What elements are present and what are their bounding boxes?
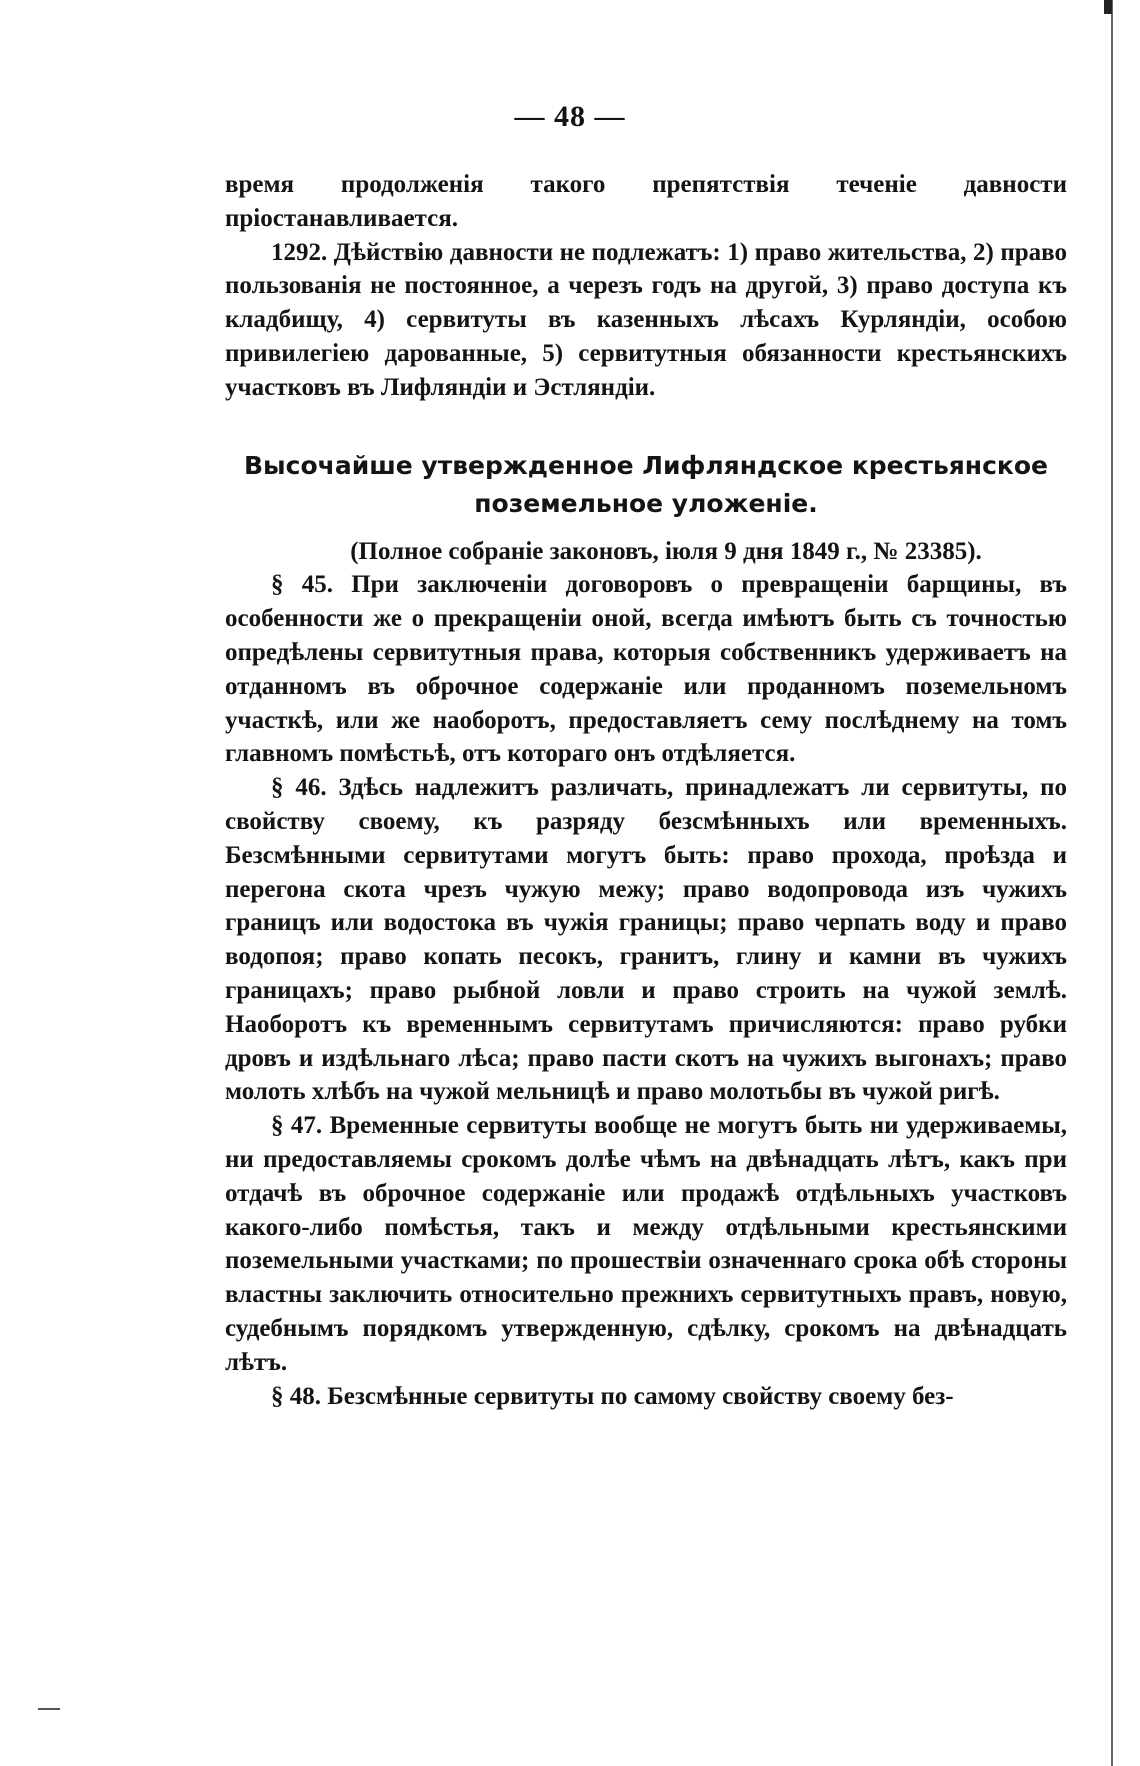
source-citation: (Полное собраніе законовъ, іюля 9 дня 1849 г., № 23385). (350, 537, 982, 565)
section-heading (225, 447, 1067, 523)
paragraph-section-46: § 46. Здѣсь надлежитъ различать, принадлежатъ ли сервитуты, по свойству своему, къ разряду безсмѣнныхъ или временныхъ. Безсмѣнными сервитутами могутъ быть: право прохода, проѣзда и перегона скота чрезъ чужую межу; право водопровода изъ чужихъ границъ или водостока въ чужія границы; право черпать воду и право водопоя; право копать песокъ, гранитъ, глину и камни въ чужихъ границахъ; право рыбной ловли и право строить на чужой землѣ. Наоборотъ къ временнымъ сервитутамъ причисляются: право рубки дровъ и издѣльнаго лѣса; право пасти скотъ на чужихъ выгонахъ; право молоть хлѣбъ на чужой мельницѣ и право молотьбы въ чужой ригѣ. (225, 774, 1067, 1106)
page-number: — 48 — (514, 100, 626, 133)
paragraph-article-1292: 1292. Дѣйствію давности не подлежатъ: 1) право жительства, 2) право пользованія не постоянное, а черезъ годъ на другой, 3) право доступа къ кладбищу, 4) сервитуты въ казенныхъ лѣсахъ Курляндіи, особою привилегіею дарованные, 5) сервитутныя обязанности крестьянскихъ участковъ въ Лифляндіи и Эстляндіи. (225, 238, 1067, 401)
paragraph-section-48: § 48. Безсмѣнные сервитуты по самому свойству своему без- (271, 1382, 954, 1410)
page-edge-mark (1104, 0, 1112, 14)
margin-mark (38, 1708, 60, 1710)
paragraph-continuation: время продолженія такого препятствія теченіе давности пріостанавливается. (225, 171, 1067, 232)
heading-line-1: Высочайше утвержденное Лифляндское крестьянское (244, 450, 1048, 480)
paragraph-section-45: § 45. При заключеніи договоровъ о превращеніи барщины, въ особенности же о прекращеніи оной, всегда имѣютъ быть съ точностью опредѣлены сервитутныя права, которыя собственникъ удерживаетъ на отданномъ въ оброчное содержаніе или проданномъ поземельномъ участкѣ, или же наоборотъ, предоставляетъ сему послѣднему на томъ главномъ помѣстьѣ, отъ котораго онъ отдѣляется. (225, 571, 1067, 768)
heading-line-2: поземельное уложеніе. (474, 488, 818, 518)
page-edge-line (1111, 0, 1113, 1766)
page-body (225, 168, 1067, 1413)
paragraph-section-47: § 47. Временные сервитуты вообще не могутъ быть ни удерживаемы, ни предоставляемы срокомъ долѣе чѣмъ на двѣнадцать лѣтъ, какъ при отдачѣ въ оброчное содержаніе или продажѣ отдѣльныхъ участковъ какого-либо помѣстья, такъ и между отдѣльными крестьянскими поземельными участками; по прошествіи означеннаго срока обѣ стороны властны заключить относительно прежнихъ сервитутныхъ правъ, новую, судебнымъ порядкомъ утвержденную, сдѣлку, срокомъ на двѣнадцать лѣтъ. (225, 1112, 1067, 1376)
